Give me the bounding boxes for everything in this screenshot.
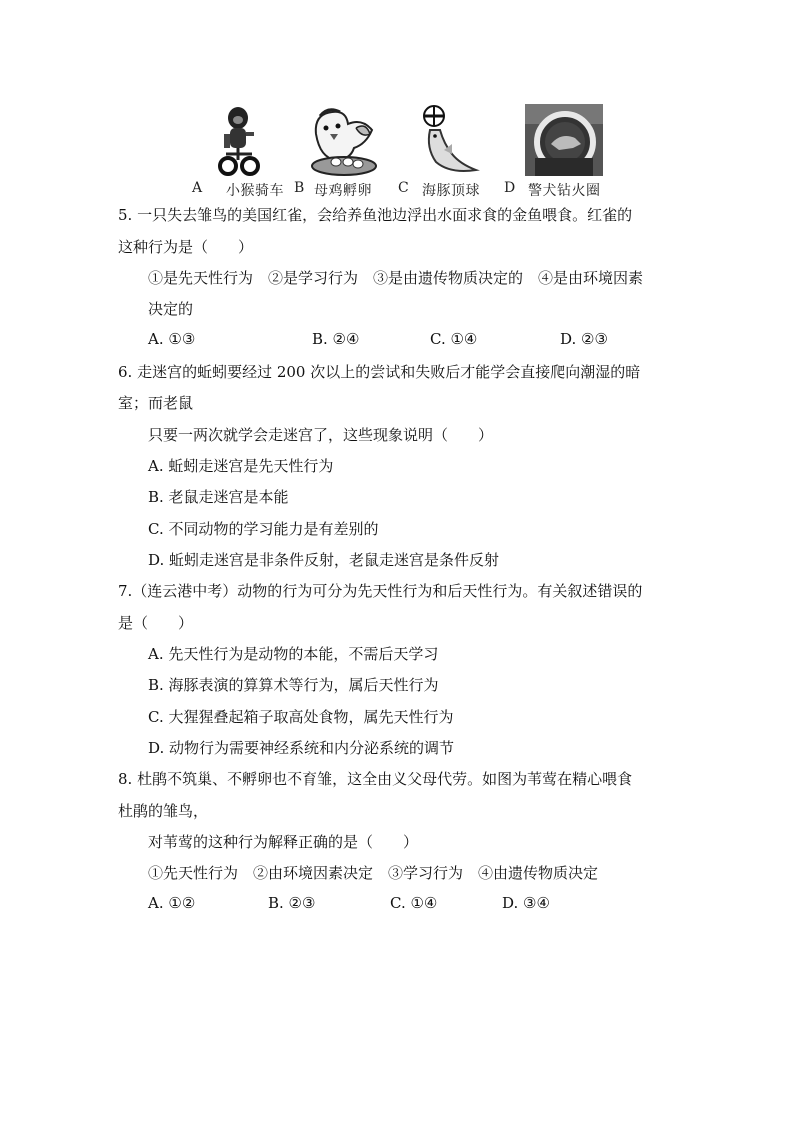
figure-c-letter: C: [398, 180, 410, 196]
question-8-statements: ①先天性行为 ②由环境因素决定 ③学习行为 ④由遗传物质决定: [148, 864, 599, 882]
question-5-option-a[interactable]: A. ①③: [148, 330, 196, 348]
question-8-option-d[interactable]: D. ③④: [502, 894, 550, 912]
question-8-option-b[interactable]: B. ②③: [268, 894, 316, 912]
figure-b-letter: B: [294, 180, 305, 196]
question-7-stem-line1: 7.（连云港中考）动物的行为可分为先天性行为和后天性行为。有关叙述错误的: [118, 582, 643, 600]
monkey-riding-bike-image: [216, 104, 262, 178]
question-5-option-c[interactable]: C. ①④: [430, 330, 478, 348]
question-6-option-d[interactable]: D. 蚯蚓走迷宫是非条件反射，老鼠走迷宫是条件反射: [148, 551, 500, 569]
question-6-option-b[interactable]: B. 老鼠走迷宫是本能: [148, 488, 289, 506]
question-7-stem-line2: 是（ ）: [118, 614, 194, 632]
figure-b-label: 母鸡孵卵: [314, 183, 372, 199]
question-6-stem-line2: 室；而老鼠: [118, 394, 194, 412]
question-5-option-d[interactable]: D. ②③: [560, 330, 608, 348]
question-5-stem-line2: 这种行为是（ ）: [118, 238, 254, 256]
question-8-option-a[interactable]: A. ①②: [148, 894, 196, 912]
question-7-option-a[interactable]: A. 先天性行为是动物的本能，不需后天学习: [148, 645, 439, 663]
question-5-statements-line2: 决定的: [148, 300, 194, 318]
question-8-stem-line2: 杜鹃的雏鸟，: [118, 802, 209, 820]
question-6-stem-line3: 只要一两次就学会走迷宫了，这些现象说明（ ）: [148, 426, 494, 444]
question-5-stem-line1: 5. 一只失去雏鸟的美国红雀，会给养鱼池边浮出水面求食的金鱼喂食。红雀的: [118, 206, 633, 224]
question-8-stem-line3: 对苇莺的这种行为解释正确的是（ ）: [148, 833, 419, 851]
hen-hatching-eggs-image: [306, 104, 380, 178]
question-5-statements-line1: ①是先天性行为 ②是学习行为 ③是由遗传物质决定的 ④是由环境因素: [148, 269, 644, 287]
figure-a-label: 小猴骑车: [226, 183, 284, 199]
figure-a-letter: A: [192, 180, 203, 196]
question-7-option-d[interactable]: D. 动物行为需要神经系统和内分泌系统的调节: [148, 739, 455, 757]
police-dog-fire-hoop-image: [525, 104, 603, 176]
dolphin-balancing-ball-image: [416, 104, 482, 178]
figure-d-label: 警犬钻火圈: [528, 183, 601, 199]
figure-d-letter: D: [504, 180, 516, 196]
question-6-stem-line1: 6. 走迷宫的蚯蚓要经过 200 次以上的尝试和失败后才能学会直接爬向潮湿的暗: [118, 363, 641, 381]
question-8-option-c[interactable]: C. ①④: [390, 894, 438, 912]
question-7-option-c[interactable]: C. 大猩猩叠起箱子取高处食物，属先天性行为: [148, 708, 454, 726]
question-8-stem-line1: 8. 杜鹃不筑巢、不孵卵也不育雏，这全由义父母代劳。如图为苇莺在精心喂食: [118, 770, 633, 788]
question-7-option-b[interactable]: B. 海豚表演的算算术等行为，属后天性行为: [148, 676, 439, 694]
question-6-option-c[interactable]: C. 不同动物的学习能力是有差别的: [148, 520, 379, 538]
question-5-option-b[interactable]: B. ②④: [312, 330, 360, 348]
question-6-option-a[interactable]: A. 蚯蚓走迷宫是先天性行为: [148, 457, 334, 475]
figure-row: [192, 104, 612, 199]
figure-c-label: 海豚顶球: [422, 183, 480, 199]
